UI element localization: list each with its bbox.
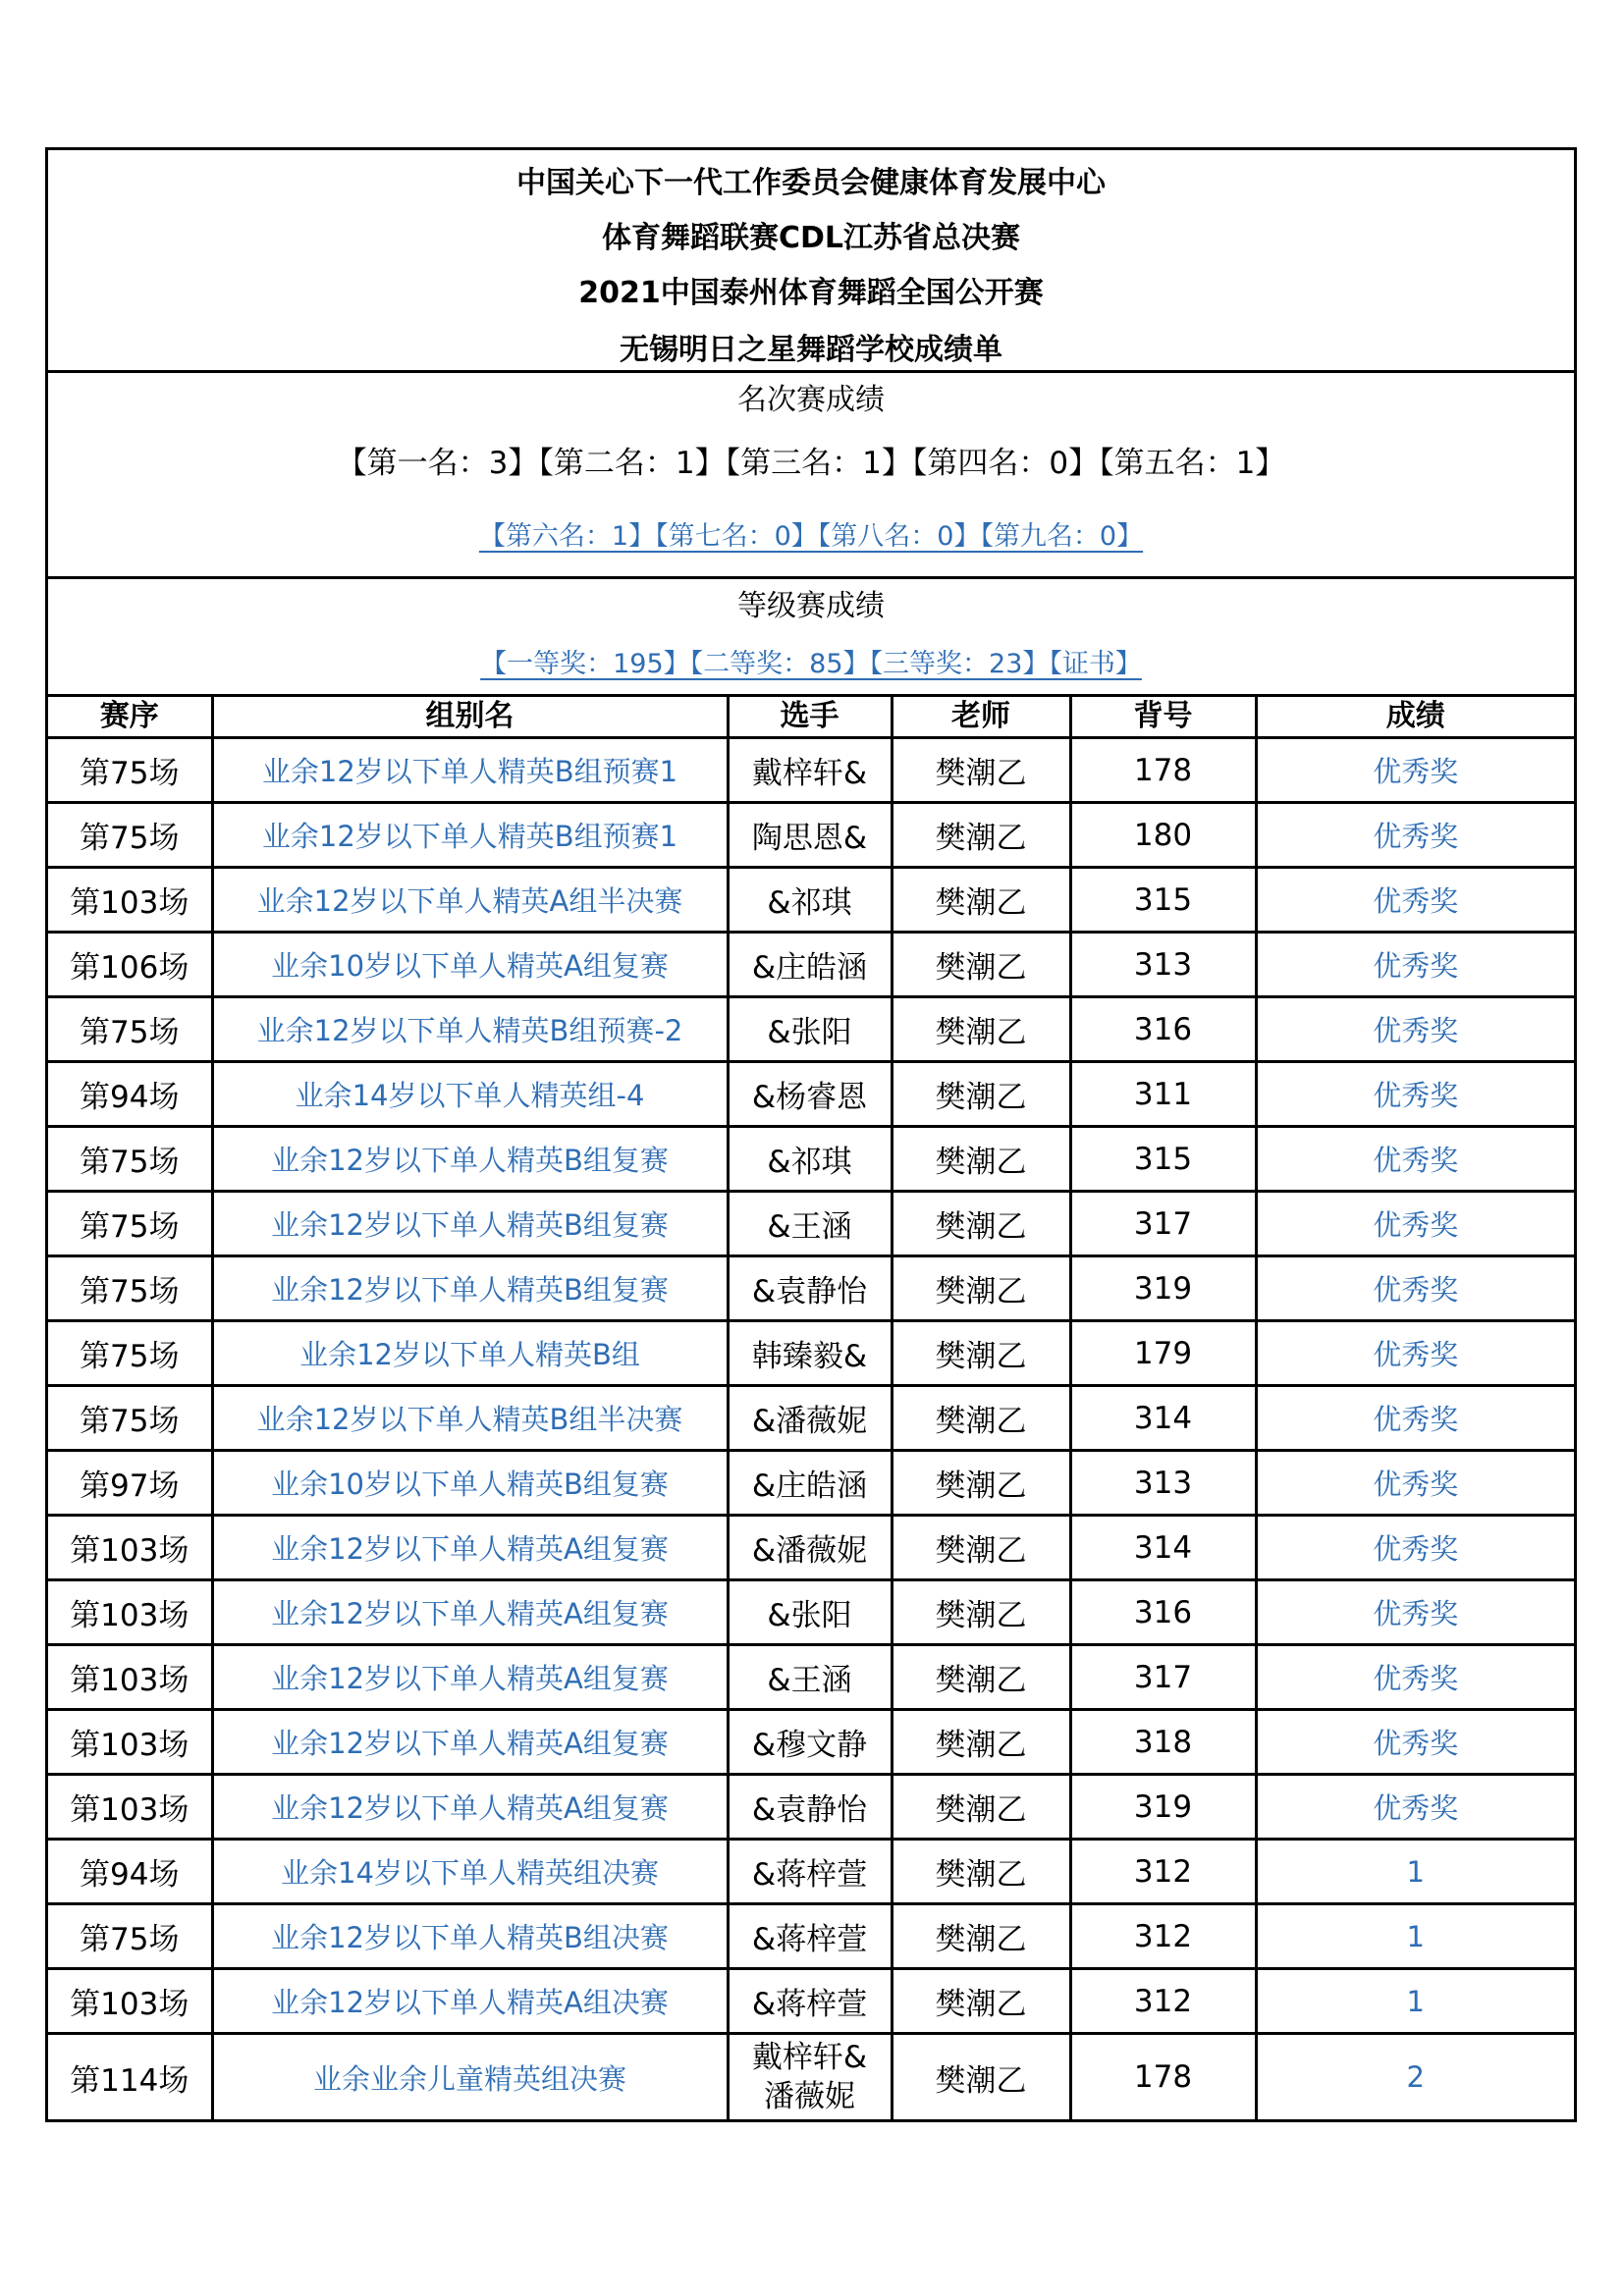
cell-player: &庄皓涵 bbox=[728, 1451, 892, 1516]
table-row bbox=[48, 1904, 1574, 1969]
cell-result: 优秀奖 bbox=[1256, 738, 1574, 803]
cell-teacher: 樊潮乙 bbox=[892, 1062, 1070, 1127]
cell-teacher: 樊潮乙 bbox=[892, 1321, 1070, 1386]
table-row bbox=[48, 1516, 1574, 1580]
cell-bib: 314 bbox=[1070, 1386, 1256, 1451]
cell-player: &王涵 bbox=[728, 1192, 892, 1256]
cell-player: &潘薇妮 bbox=[728, 1386, 892, 1451]
cell-seq: 第103场 bbox=[48, 1710, 212, 1775]
table-row bbox=[48, 1256, 1574, 1321]
competition-title: 2021中国泰州体育舞蹈全国公开赛 bbox=[578, 276, 1044, 310]
cell-player: 陶思恩& bbox=[728, 803, 892, 868]
cell-group: 业余12岁以下单人精英A组复赛 bbox=[212, 1645, 728, 1710]
table-row bbox=[48, 1192, 1574, 1256]
table-row bbox=[48, 1775, 1574, 1840]
table-row bbox=[48, 997, 1574, 1062]
cell-teacher: 樊潮乙 bbox=[892, 868, 1070, 933]
table-row bbox=[48, 1386, 1574, 1451]
cell-bib: 312 bbox=[1070, 1969, 1256, 2034]
cell-result: 优秀奖 bbox=[1256, 1386, 1574, 1451]
cell-result: 优秀奖 bbox=[1256, 1127, 1574, 1192]
cell-player: &蒋梓萱 bbox=[728, 1904, 892, 1969]
cell-bib: 316 bbox=[1070, 1580, 1256, 1645]
header-teacher: 老师 bbox=[892, 697, 1070, 738]
cell-bib: 317 bbox=[1070, 1645, 1256, 1710]
cell-player: &张阳 bbox=[728, 997, 892, 1062]
cell-group: 业余12岁以下单人精英B组半决赛 bbox=[212, 1386, 728, 1451]
cell-group: 业余14岁以下单人精英组决赛 bbox=[212, 1840, 728, 1904]
cell-seq: 第75场 bbox=[48, 1256, 212, 1321]
cell-seq: 第75场 bbox=[48, 997, 212, 1062]
cell-result: 优秀奖 bbox=[1256, 1580, 1574, 1645]
table-row bbox=[48, 1580, 1574, 1645]
cell-group: 业余12岁以下单人精英A组半决赛 bbox=[212, 868, 728, 933]
cell-bib: 319 bbox=[1070, 1775, 1256, 1840]
cell-bib: 178 bbox=[1070, 738, 1256, 803]
cell-player: &祁琪 bbox=[728, 1127, 892, 1192]
cell-group: 业余12岁以下单人精英A组复赛 bbox=[212, 1516, 728, 1580]
table-header-row bbox=[48, 697, 1574, 738]
grading-line-link[interactable]: 【一等奖：195】【二等奖：85】【三等奖：23】【证书】 bbox=[480, 649, 1142, 679]
table-row bbox=[48, 1969, 1574, 2034]
cell-result: 优秀奖 bbox=[1256, 1256, 1574, 1321]
results-table bbox=[48, 697, 1574, 2119]
cell-result: 优秀奖 bbox=[1256, 1516, 1574, 1580]
cell-bib: 178 bbox=[1070, 2034, 1256, 2120]
table-row bbox=[48, 738, 1574, 803]
cell-player: &袁静怡 bbox=[728, 1256, 892, 1321]
grading-summary bbox=[48, 579, 1574, 697]
cell-group: 业余12岁以下单人精英B组决赛 bbox=[212, 1904, 728, 1969]
cell-teacher: 樊潮乙 bbox=[892, 933, 1070, 997]
cell-bib: 311 bbox=[1070, 1062, 1256, 1127]
cell-seq: 第97场 bbox=[48, 1451, 212, 1516]
cell-result: 优秀奖 bbox=[1256, 803, 1574, 868]
header-seq: 赛序 bbox=[48, 697, 212, 738]
cell-seq: 第75场 bbox=[48, 1904, 212, 1969]
cell-bib: 319 bbox=[1070, 1256, 1256, 1321]
cell-bib: 180 bbox=[1070, 803, 1256, 868]
cell-player: &王涵 bbox=[728, 1645, 892, 1710]
cell-player: &蒋梓萱 bbox=[728, 1840, 892, 1904]
cell-player: &祁琪 bbox=[728, 868, 892, 933]
cell-group: 业余14岁以下单人精英组-4 bbox=[212, 1062, 728, 1127]
cell-teacher: 樊潮乙 bbox=[892, 1256, 1070, 1321]
cell-result: 优秀奖 bbox=[1256, 868, 1574, 933]
cell-teacher: 樊潮乙 bbox=[892, 1127, 1070, 1192]
cell-seq: 第75场 bbox=[48, 1192, 212, 1256]
cell-seq: 第75场 bbox=[48, 803, 212, 868]
cell-teacher: 樊潮乙 bbox=[892, 1451, 1070, 1516]
cell-group: 业余12岁以下单人精英B组预赛1 bbox=[212, 738, 728, 803]
cell-bib: 316 bbox=[1070, 997, 1256, 1062]
cell-group: 业余12岁以下单人精英B组复赛 bbox=[212, 1192, 728, 1256]
cell-teacher: 樊潮乙 bbox=[892, 1580, 1070, 1645]
cell-result: 优秀奖 bbox=[1256, 1710, 1574, 1775]
cell-result: 优秀奖 bbox=[1256, 1192, 1574, 1256]
cell-result: 优秀奖 bbox=[1256, 933, 1574, 997]
table-row bbox=[48, 1451, 1574, 1516]
cell-seq: 第103场 bbox=[48, 1580, 212, 1645]
table-row bbox=[48, 2034, 1574, 2120]
cell-bib: 318 bbox=[1070, 1710, 1256, 1775]
cell-teacher: 樊潮乙 bbox=[892, 1969, 1070, 2034]
cell-result: 2 bbox=[1406, 2060, 1425, 2094]
table-row bbox=[48, 1062, 1574, 1127]
cell-seq: 第114场 bbox=[48, 2034, 212, 2120]
cell-bib: 313 bbox=[1070, 1451, 1256, 1516]
cell-result: 优秀奖 bbox=[1256, 1451, 1574, 1516]
table-row bbox=[48, 1710, 1574, 1775]
cell-group: 业余12岁以下单人精英A组复赛 bbox=[212, 1775, 728, 1840]
cell-player: 戴梓轩& bbox=[728, 738, 892, 803]
cell-teacher: 樊潮乙 bbox=[892, 738, 1070, 803]
table-row bbox=[48, 1127, 1574, 1192]
cell-group: 业余12岁以下单人精英B组 bbox=[212, 1321, 728, 1386]
cell-teacher: 樊潮乙 bbox=[892, 1516, 1070, 1580]
cell-seq: 第75场 bbox=[48, 738, 212, 803]
header-group: 组别名 bbox=[212, 697, 728, 738]
cell-player: &杨睿恩 bbox=[728, 1062, 892, 1127]
cell-group: 业余12岁以下单人精英B组复赛 bbox=[212, 1256, 728, 1321]
cell-player-text: 戴梓轩&潘薇妮 bbox=[751, 2040, 868, 2114]
cell-seq: 第103场 bbox=[48, 1645, 212, 1710]
cell-player: &潘薇妮 bbox=[728, 1516, 892, 1580]
cell-group: 业余12岁以下单人精英A组复赛 bbox=[212, 1580, 728, 1645]
cell-seq: 第75场 bbox=[48, 1386, 212, 1451]
cell-seq: 第103场 bbox=[48, 1516, 212, 1580]
cell-result: 优秀奖 bbox=[1256, 1775, 1574, 1840]
cell-teacher: 樊潮乙 bbox=[892, 1710, 1070, 1775]
cell-bib: 315 bbox=[1070, 868, 1256, 933]
cell-bib: 314 bbox=[1070, 1516, 1256, 1580]
cell-seq: 第75场 bbox=[48, 1321, 212, 1386]
cell-result: 优秀奖 bbox=[1256, 1062, 1574, 1127]
cell-group: 业余12岁以下单人精英B组预赛-2 bbox=[212, 997, 728, 1062]
cell-bib: 312 bbox=[1070, 1840, 1256, 1904]
cell-bib: 179 bbox=[1070, 1321, 1256, 1386]
grading-heading: 等级赛成绩 bbox=[737, 589, 885, 623]
ranking-summary bbox=[48, 373, 1574, 579]
header-result: 成绩 bbox=[1256, 697, 1574, 738]
cell-teacher: 樊潮乙 bbox=[892, 1840, 1070, 1904]
ranking-line-2-link[interactable]: 【第六名：1】【第七名：0】【第八名：0】【第九名：0】 bbox=[478, 521, 1144, 552]
cell-result: 1 bbox=[1256, 1840, 1574, 1904]
cell-teacher: 樊潮乙 bbox=[892, 1192, 1070, 1256]
cell-teacher: 樊潮乙 bbox=[892, 803, 1070, 868]
cell-seq: 第94场 bbox=[48, 1840, 212, 1904]
cell-result: 1 bbox=[1256, 1969, 1574, 2034]
cell-group: 业余12岁以下单人精英A组复赛 bbox=[212, 1710, 728, 1775]
cell-group: 业余10岁以下单人精英B组复赛 bbox=[212, 1451, 728, 1516]
cell-bib: 313 bbox=[1070, 933, 1256, 997]
table-row bbox=[48, 868, 1574, 933]
title-block bbox=[48, 150, 1574, 373]
cell-teacher: 樊潮乙 bbox=[892, 2034, 1070, 2120]
cell-bib: 312 bbox=[1070, 1904, 1256, 1969]
table-row bbox=[48, 1840, 1574, 1904]
ranking-heading: 名次赛成绩 bbox=[737, 383, 885, 417]
cell-player: &庄皓涵 bbox=[728, 933, 892, 997]
cell-seq: 第106场 bbox=[48, 933, 212, 997]
cell-bib: 315 bbox=[1070, 1127, 1256, 1192]
cell-player: &袁静怡 bbox=[728, 1775, 892, 1840]
cell-player: 韩臻毅& bbox=[728, 1321, 892, 1386]
table-row bbox=[48, 1321, 1574, 1386]
cell-seq: 第75场 bbox=[48, 1127, 212, 1192]
cell-seq: 第103场 bbox=[48, 868, 212, 933]
cell-result: 优秀奖 bbox=[1256, 997, 1574, 1062]
table-row bbox=[48, 803, 1574, 868]
cell-bib: 317 bbox=[1070, 1192, 1256, 1256]
cell-result: 优秀奖 bbox=[1256, 1321, 1574, 1386]
results-sheet bbox=[45, 147, 1577, 2122]
header-bib: 背号 bbox=[1070, 697, 1256, 738]
organizer-title: 中国关心下一代工作委员会健康体育发展中心 bbox=[516, 166, 1106, 200]
cell-player: &蒋梓萱 bbox=[728, 1969, 892, 2034]
school-title: 无锡明日之星舞蹈学校成绩单 bbox=[620, 333, 1002, 367]
cell-player: &张阳 bbox=[728, 1580, 892, 1645]
cell-group: 业余12岁以下单人精英B组复赛 bbox=[212, 1127, 728, 1192]
cell-player: &穆文静 bbox=[728, 1710, 892, 1775]
table-row bbox=[48, 1645, 1574, 1710]
league-title: 体育舞蹈联赛CDL江苏省总决赛 bbox=[601, 221, 1021, 255]
cell-player bbox=[728, 2034, 892, 2120]
cell-teacher: 樊潮乙 bbox=[892, 1775, 1070, 1840]
cell-teacher: 樊潮乙 bbox=[892, 1386, 1070, 1451]
cell-result: 1 bbox=[1256, 1904, 1574, 1969]
cell-seq: 第103场 bbox=[48, 1969, 212, 2034]
cell-seq: 第103场 bbox=[48, 1775, 212, 1840]
cell-teacher: 樊潮乙 bbox=[892, 997, 1070, 1062]
table-row bbox=[48, 933, 1574, 997]
cell-teacher: 樊潮乙 bbox=[892, 1904, 1070, 1969]
ranking-line-1: 【第一名：3】【第二名：1】【第三名：1】【第四名：0】【第五名：1】 bbox=[336, 446, 1286, 481]
cell-group: 业余业余儿童精英组决赛 bbox=[212, 2034, 728, 2120]
cell-group: 业余10岁以下单人精英A组复赛 bbox=[212, 933, 728, 997]
cell-teacher: 樊潮乙 bbox=[892, 1645, 1070, 1710]
cell-group: 业余12岁以下单人精英B组预赛1 bbox=[212, 803, 728, 868]
header-player: 选手 bbox=[728, 697, 892, 738]
cell-group: 业余12岁以下单人精英A组决赛 bbox=[212, 1969, 728, 2034]
table-body bbox=[48, 738, 1574, 2120]
cell-result: 优秀奖 bbox=[1256, 1645, 1574, 1710]
cell-seq: 第94场 bbox=[48, 1062, 212, 1127]
